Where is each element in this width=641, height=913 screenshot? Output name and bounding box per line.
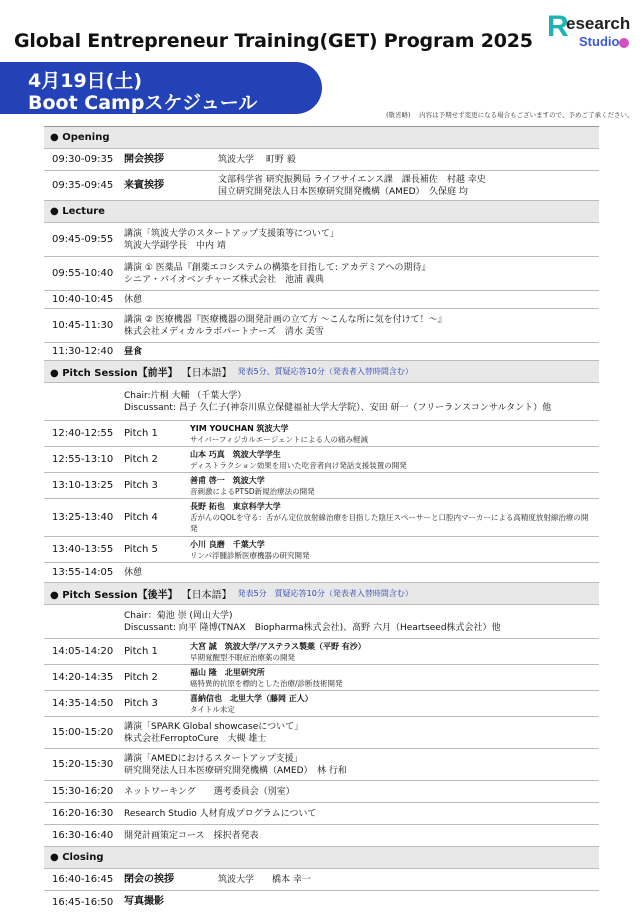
pitch-row <box>44 665 599 691</box>
row-time: 13:55-14:05 <box>52 567 114 578</box>
pitch-info: YIM YOUCHAN 筑波大学 サイバーフィジカルエージェントによる人の痛み軽減 <box>190 423 369 444</box>
section-label: ● Opening <box>50 132 110 143</box>
row-time: 09:35-09:45 <box>52 180 114 191</box>
row-time: 09:55-10:40 <box>52 268 114 279</box>
row-title: 写真撮影 <box>124 896 164 907</box>
row-content: 講演「AMEDにおけるスタートアップ支援」 研究開発法人日本医療研究開発機構（AMED） 林 行和 <box>124 753 347 776</box>
row-time: 15:20-15:30 <box>52 759 114 770</box>
row-content: 講演 ② 医療機器『医療機器の開発計画の立て方 ～こんな所に気を付けて！～』 株式会社メディカルラボパートナーズ 清水 美雪 <box>124 314 447 337</box>
row-content: ネットワーキング 選考委員会（別室） <box>124 786 295 797</box>
row-time: 12:55-13:10 <box>52 454 114 465</box>
date-banner <box>18 62 322 114</box>
row-time: 14:05-14:20 <box>52 646 114 657</box>
pitch-label: Pitch 1 <box>124 428 158 439</box>
pitch-info: 福山 隆 北里研究所 癌特異的抗原を標的とした治療/診断技術開発 <box>190 667 343 688</box>
pitch-row <box>44 447 599 473</box>
chair-content: Chair:片桐 大輔 （千葉大学） Discussant: 昌子 久仁子(神奈川県立保健福祉大学大学院）、安田 研一（フリーランスコンサルタント）他 <box>124 390 552 413</box>
pitch-row <box>44 639 599 665</box>
row-content: 昼食 <box>124 346 143 357</box>
table-row <box>44 309 599 343</box>
row-content: 開発計画策定コース 採択者発表 <box>124 830 259 841</box>
section-label: ● Lecture <box>50 206 105 217</box>
section-note: 発表5分、質疑応答10分（発表者入替時間含む） <box>237 367 413 376</box>
chair-row <box>44 605 599 639</box>
table-row <box>44 149 599 171</box>
row-desc: 筑波大学 橋本 幸一 <box>218 874 311 885</box>
row-time: 16:45-16:50 <box>52 896 114 908</box>
table-row <box>44 717 599 749</box>
table-row <box>44 749 599 781</box>
event-subtitle: Boot Campスケジュール <box>28 92 258 114</box>
chair-row <box>44 383 599 421</box>
table-row <box>44 291 599 309</box>
table-row <box>44 891 599 913</box>
pitch-info: 善甫 啓一 筑波大学 音刺激によるPTSD新規治療法の開発 <box>190 475 315 496</box>
logo-dot-icon <box>619 38 629 48</box>
section-label: ● Pitch Session【後半】 <box>50 590 178 601</box>
row-time: 14:35-14:50 <box>52 698 114 709</box>
row-content: 講演 ① 医薬品『創薬エコシステムの構築を目指して: アカデミアへの期待』 シニア・バイオベンチャーズ株式会社 池浦 義典 <box>124 262 431 285</box>
row-content: 休憩 <box>124 294 143 305</box>
pitch-label: Pitch 2 <box>124 672 158 683</box>
pitch-row <box>44 499 599 537</box>
pitch-label: Pitch 3 <box>124 480 158 491</box>
row-content: Research Studio 人材育成プログラムについて <box>124 808 317 819</box>
banner-edge <box>0 62 18 114</box>
section-note: 発表5分 質疑応答10分（発表者入替時間含む） <box>237 589 413 598</box>
pitch-label: Pitch 5 <box>124 544 158 555</box>
pitch-row <box>44 537 599 563</box>
schedule-table <box>44 126 599 913</box>
row-desc: 筑波大学 町野 毅 <box>218 154 296 165</box>
table-row <box>44 825 599 847</box>
table-row <box>44 781 599 803</box>
row-title: 来賓挨拶 <box>124 179 164 191</box>
table-row <box>44 803 599 825</box>
row-time: 16:30-16:40 <box>52 830 114 841</box>
row-content: 講演「SPARK Global showcaseについて」 株式会社FerroptoCure 大槻 雄士 <box>124 721 304 744</box>
row-time: 13:10-13:25 <box>52 480 114 491</box>
event-date: 4月19日(土) <box>28 70 143 92</box>
row-desc: 文部科学省 研究振興局 ライフサイエンス課 課長補佐 村越 幸史 国立研究開発法人日本医療研究開発機構（AMED） 久保庭 均 <box>218 174 486 197</box>
row-time: 10:45-11:30 <box>52 320 114 331</box>
table-row <box>44 563 599 583</box>
research-studio-logo <box>547 12 629 54</box>
row-time: 12:40-12:55 <box>52 428 114 439</box>
chair-content: Chair：菊池 崇 (岡山大学) Discussant: 向平 隆博(TNAX Biopharma株式会社)、髙野 六月（Heartseed株式会社）他 <box>124 610 501 633</box>
table-row <box>44 223 599 257</box>
row-content: 休憩 <box>124 567 143 578</box>
row-content: 講演「筑波大学のスタートアップ支援策等について」 筑波大学副学長 中内 靖 <box>124 228 339 251</box>
row-time: 10:40-10:45 <box>52 294 114 305</box>
section-language: 【日本語】 <box>181 368 232 379</box>
logo-word-studio: Studio <box>579 34 620 49</box>
pitch-label: Pitch 1 <box>124 646 158 657</box>
pitch-info: 大宮 誠 筑波大学/アステラス製薬（平野 有沙） 早期覚醒型不眠症治療薬の開発 <box>190 641 366 662</box>
pitch-label: Pitch 3 <box>124 698 158 709</box>
page-title: Global Entrepreneur Training(GET) Program 2025 <box>14 30 533 52</box>
row-time: 11:30-12:40 <box>52 346 114 357</box>
section-language: 【日本語】 <box>181 590 232 601</box>
row-time: 09:45-09:55 <box>52 234 114 245</box>
pitch-row <box>44 473 599 499</box>
logo-r-letter: R <box>547 10 569 43</box>
pitch-info: 山本 巧真 筑波大学学生 ディストラクション効果を用いた吃音者向け発話支援装置の開発 <box>190 449 407 470</box>
section-closing <box>44 847 599 869</box>
pitch-label: Pitch 4 <box>124 512 158 523</box>
row-time: 16:40-16:45 <box>52 874 114 885</box>
table-row <box>44 257 599 291</box>
section-label: ● Closing <box>50 852 104 863</box>
logo-word-research: esearch <box>566 14 631 33</box>
row-time: 14:20-14:35 <box>52 672 114 683</box>
table-row <box>44 343 599 361</box>
notice-text: (敬省略) 内容は予期せず変更になる場合もございますので、予めご了承ください。 <box>386 111 634 119</box>
row-time: 13:40-13:55 <box>52 544 114 555</box>
row-time: 13:25-13:40 <box>52 512 114 523</box>
pitch-row <box>44 691 599 717</box>
table-row <box>44 869 599 891</box>
section-lecture <box>44 201 599 223</box>
pitch-row <box>44 421 599 447</box>
section-label: ● Pitch Session【前半】 <box>50 368 178 379</box>
pitch-info: 長野 拓也 東京科学大学 舌がんのQOLを守る：舌がん定位放射線治療を目指した陰圧スペーサーと口腔内マーカーによる高精度放射線治療の開発 <box>190 502 589 533</box>
row-time: 15:00-15:20 <box>52 727 114 738</box>
pitch-label: Pitch 2 <box>124 454 158 465</box>
row-time: 16:20-16:30 <box>52 808 114 819</box>
section-pitch-first-half <box>44 361 599 383</box>
row-title: 開会挨拶 <box>124 153 164 165</box>
row-time: 09:30-09:35 <box>52 154 114 165</box>
pitch-info: 喜納信也 北里大学（藤岡 正人） タイトル未定 <box>190 693 313 714</box>
section-opening <box>44 127 599 149</box>
row-time: 15:30-16:20 <box>52 786 114 797</box>
pitch-info: 小川 良磨 千葉大学 リンパ浮腫診断医療機器の研究開発 <box>190 539 310 560</box>
table-row <box>44 171 599 201</box>
row-title: 閉会の挨拶 <box>124 873 174 885</box>
section-pitch-second-half <box>44 583 599 605</box>
